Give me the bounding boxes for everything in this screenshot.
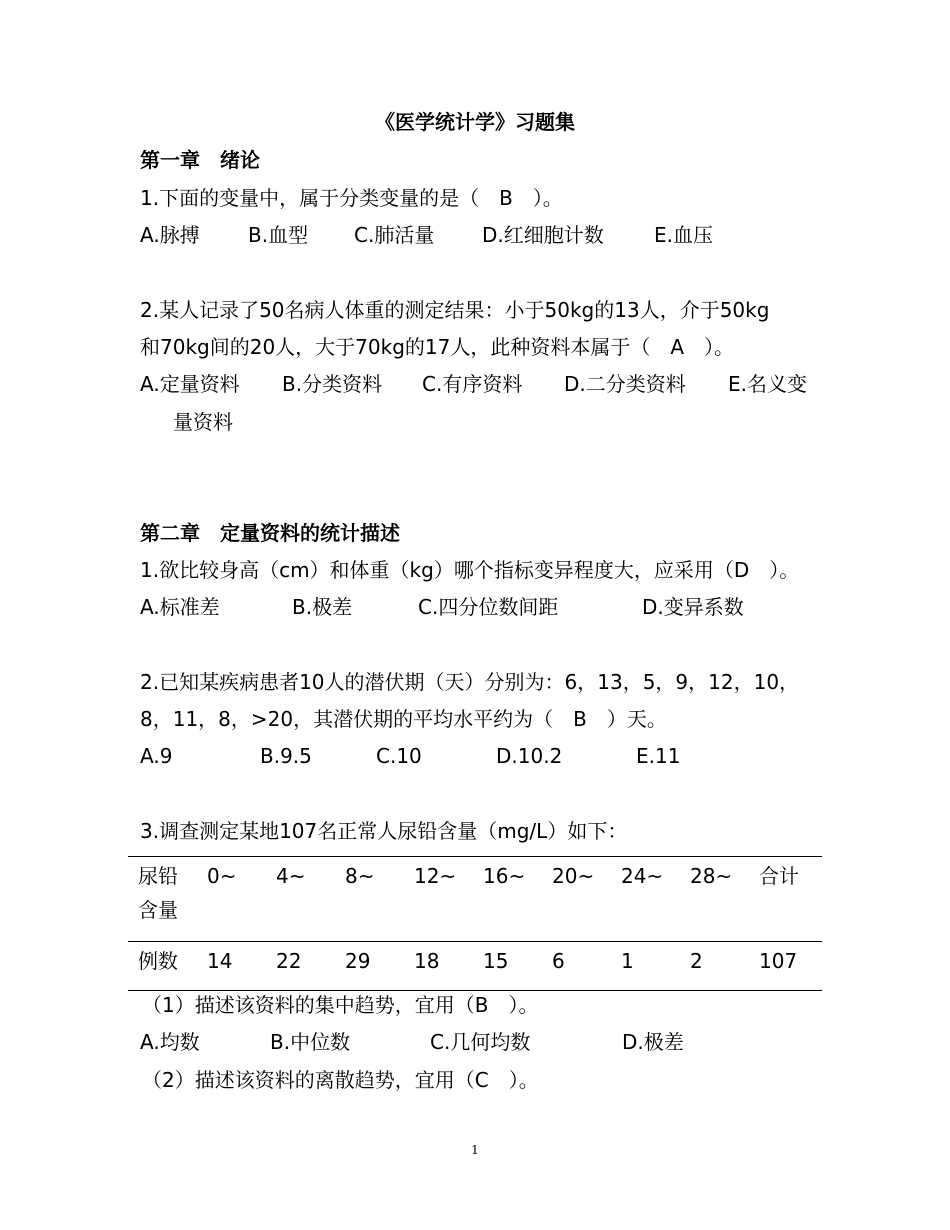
table-cell: 107: [749, 942, 822, 991]
option-e: E.11: [636, 744, 681, 768]
ch1-q2-line1: 2.某人记录了50名病人体重的测定结果：小于50kg的13人，介于50kg: [140, 298, 770, 322]
table-header-cell: 4~: [266, 857, 335, 942]
page-number: 1: [471, 1143, 479, 1157]
table-cell: 1: [611, 942, 680, 991]
chapter-2-heading: 第二章 定量资料的统计描述: [140, 521, 400, 545]
table-header-cell: 尿铅含量: [128, 857, 197, 942]
option-b: B.极差: [292, 595, 353, 619]
option-a: A.9: [140, 744, 173, 768]
option-a: A.均数: [140, 1030, 200, 1054]
table-cell: 18: [404, 942, 473, 991]
table-cell: 22: [266, 942, 335, 991]
table-header-cell: 16~: [473, 857, 542, 942]
option-c: C.肺活量: [354, 223, 435, 247]
table-cell: 6: [542, 942, 611, 991]
lead-content-table: [128, 856, 822, 991]
option-b: B.分类资料: [282, 372, 383, 396]
ch1-q2-line2: 和70kg间的20人，大于70kg的17人，此种资料本属于（ A ）。: [140, 335, 735, 359]
option-a: A.标准差: [140, 595, 220, 619]
option-a: A.定量资料: [140, 372, 240, 396]
chapter-1-heading: 第一章 绪论: [140, 148, 260, 172]
table-cell: 14: [197, 942, 266, 991]
ch1-q1-text: 1.下面的变量中，属于分类变量的是（ B ）。: [140, 186, 563, 210]
ch2-q2-line2: 8，11，8，>20，其潜伏期的平均水平约为（ B ）天。: [140, 707, 667, 731]
option-c: C.10: [376, 744, 422, 768]
option-c: C.有序资料: [422, 372, 523, 396]
option-d: D.二分类资料: [564, 372, 686, 396]
ch2-q3-text: 3.调查测定某地107名正常人尿铅含量（mg/L）如下：: [140, 819, 628, 843]
option-b: B.中位数: [270, 1030, 351, 1054]
option-a: A.脉搏: [140, 223, 200, 247]
option-d: D.红细胞计数: [482, 223, 604, 247]
option-e: E.名义变: [728, 372, 807, 396]
ch2-q3-sub2: （2）描述该资料的离散趋势，宜用（C ）。: [142, 1068, 539, 1092]
option-b: B.9.5: [260, 744, 312, 768]
table-header-cell: 20~: [542, 857, 611, 942]
table-header-row: [128, 857, 822, 942]
table-header-cell: 24~: [611, 857, 680, 942]
table-header-cell: 8~: [335, 857, 404, 942]
option-c: C.四分位数间距: [418, 595, 559, 619]
option-d: D.极差: [622, 1030, 684, 1054]
ch2-q3-sub1: （1）描述该资料的集中趋势，宜用（B ）。: [142, 993, 539, 1017]
table-header-cell: 0~: [197, 857, 266, 942]
option-d: D.10.2: [496, 744, 563, 768]
table-cell: 2: [680, 942, 749, 991]
ch2-q1-text: 1.欲比较身高（cm）和体重（kg）哪个指标变异程度大，应采用（D ）。: [140, 558, 800, 582]
table-cell: 29: [335, 942, 404, 991]
option-d: D.变异系数: [642, 595, 744, 619]
ch2-q2-line1: 2.已知某疾病患者10人的潜伏期（天）分别为：6，13，5，9，12，10，: [140, 670, 800, 694]
table-row: [128, 942, 822, 991]
ch1-q2-option-wrap: 量资料: [173, 410, 233, 434]
table-header-cell: 12~: [404, 857, 473, 942]
option-c: C.几何均数: [430, 1030, 531, 1054]
table-cell: 例数: [128, 942, 197, 991]
option-b: B.血型: [248, 223, 309, 247]
option-e: E.血压: [654, 223, 713, 247]
document-title: 《医学统计学》习题集: [375, 110, 575, 134]
table-cell: 15: [473, 942, 542, 991]
table-header-cell: 合计: [749, 857, 822, 942]
table-header-cell: 28~: [680, 857, 749, 942]
